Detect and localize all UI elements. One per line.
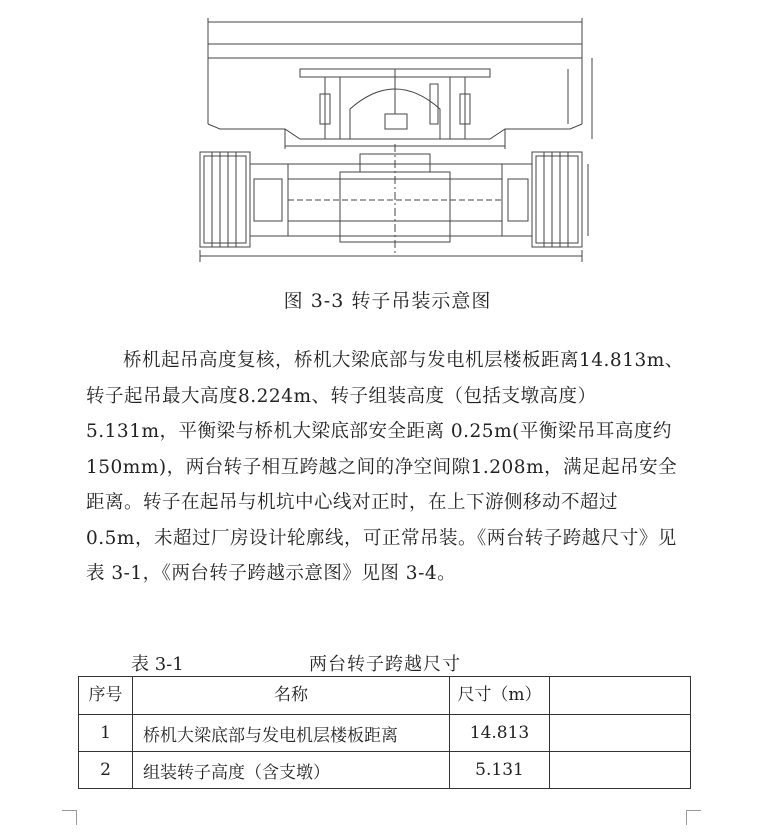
header-size: 尺寸（m） xyxy=(450,677,550,715)
rotor-lifting-drawing xyxy=(190,14,600,264)
row-value: 5.131 xyxy=(450,752,550,789)
row-extra xyxy=(550,715,691,752)
table-row xyxy=(79,715,691,752)
table-row xyxy=(79,752,691,789)
figure-caption: 图 3-3 转子吊装示意图 xyxy=(283,290,492,312)
header-name: 名称 xyxy=(133,677,450,715)
row-name: 桥机大梁底部与发电机层楼板距离 xyxy=(133,715,450,752)
table-number: 表 3-1 xyxy=(131,654,184,675)
dimension-table xyxy=(78,676,691,789)
row-value: 14.813 xyxy=(450,715,550,752)
row-extra xyxy=(550,752,691,789)
header-extra xyxy=(550,677,691,715)
header-index: 序号 xyxy=(79,677,133,715)
table-title: 两台转子跨越尺寸 xyxy=(309,654,461,675)
row-index: 2 xyxy=(79,752,133,789)
table-header-row xyxy=(79,677,691,715)
page-corner-mark-right xyxy=(686,810,701,825)
page-corner-mark-left xyxy=(62,810,77,825)
row-index: 1 xyxy=(79,715,133,752)
body-paragraph: 桥机起吊高度复核，桥机大梁底部与发电机层楼板距离14.813m、转子起吊最大高度8.224m、转子组装高度（包括支墩高度）5.131m，平衡梁与桥机大梁底部安全距离 0.25m(平衡梁吊耳高度约 150mm)，两台转子相互跨越之间的净空间隙1.208m，满足起吊安全距离。转子在起吊与机坑中心线对正时，在上下游侧移动不超过 0.5m，未超过厂房设计轮廓线，可正常吊装。《两台转子跨越尺寸》见表 3-1，《两台转子跨越示意图》见图 3-4。 xyxy=(86,350,684,584)
row-name: 组装转子高度（含支墩） xyxy=(133,752,450,789)
